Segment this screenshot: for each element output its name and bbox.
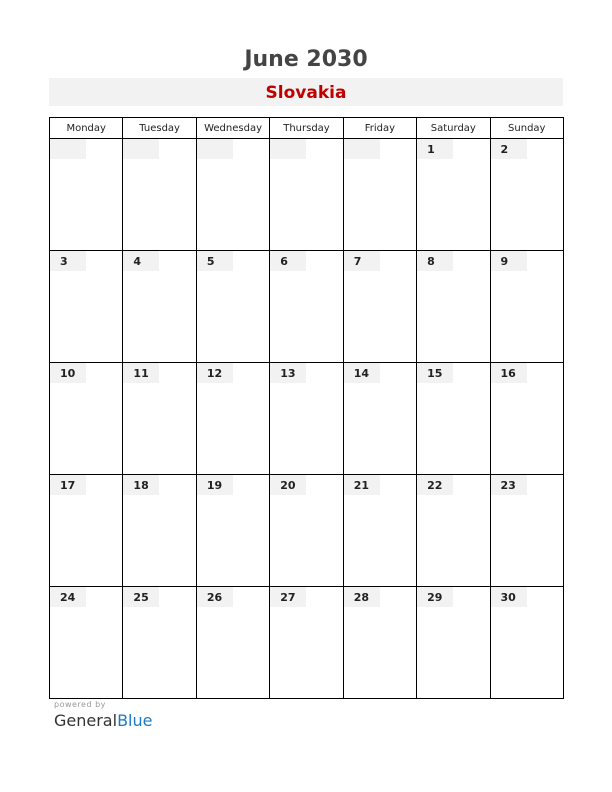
day-cell bbox=[123, 475, 196, 587]
day-cell bbox=[50, 139, 123, 251]
day-number: 12 bbox=[197, 363, 233, 383]
logo-text-blue: Blue bbox=[117, 711, 153, 730]
weekday-header: Wednesday bbox=[196, 118, 269, 139]
day-cell bbox=[50, 475, 123, 587]
day-cell bbox=[196, 251, 269, 363]
day-number: 14 bbox=[344, 363, 380, 383]
day-cell bbox=[123, 251, 196, 363]
day-number: 19 bbox=[197, 475, 233, 495]
day-cell bbox=[196, 475, 269, 587]
day-cell bbox=[50, 587, 123, 699]
weekday-header: Friday bbox=[343, 118, 416, 139]
weekday-header: Tuesday bbox=[123, 118, 196, 139]
weekday-header: Monday bbox=[50, 118, 123, 139]
day-number: 2 bbox=[491, 139, 527, 159]
country-banner bbox=[49, 78, 563, 106]
day-cell bbox=[50, 251, 123, 363]
day-cell bbox=[417, 475, 490, 587]
day-number: 21 bbox=[344, 475, 380, 495]
day-cell bbox=[270, 475, 343, 587]
day-number: 5 bbox=[197, 251, 233, 271]
day-cell bbox=[490, 251, 563, 363]
day-number: 4 bbox=[123, 251, 159, 271]
weekday-header: Saturday bbox=[417, 118, 490, 139]
day-number: 28 bbox=[344, 587, 380, 607]
day-number bbox=[344, 139, 380, 159]
weekday-header-row bbox=[50, 118, 564, 139]
day-cell bbox=[270, 363, 343, 475]
day-number: 10 bbox=[50, 363, 86, 383]
day-number bbox=[270, 139, 306, 159]
day-cell bbox=[417, 587, 490, 699]
generalblue-logo bbox=[54, 711, 152, 730]
day-number: 26 bbox=[197, 587, 233, 607]
week-row bbox=[50, 139, 564, 251]
day-number bbox=[123, 139, 159, 159]
day-cell bbox=[490, 363, 563, 475]
weekday-header: Sunday bbox=[490, 118, 563, 139]
day-cell bbox=[123, 139, 196, 251]
weekday-header: Thursday bbox=[270, 118, 343, 139]
week-row bbox=[50, 475, 564, 587]
day-number: 11 bbox=[123, 363, 159, 383]
day-cell bbox=[417, 139, 490, 251]
day-number: 23 bbox=[491, 475, 527, 495]
day-number: 16 bbox=[491, 363, 527, 383]
day-cell bbox=[490, 587, 563, 699]
day-cell bbox=[270, 587, 343, 699]
day-cell bbox=[196, 587, 269, 699]
day-cell bbox=[123, 587, 196, 699]
day-cell bbox=[270, 139, 343, 251]
day-number: 8 bbox=[417, 251, 453, 271]
day-cell bbox=[196, 363, 269, 475]
day-cell bbox=[343, 139, 416, 251]
day-number: 27 bbox=[270, 587, 306, 607]
day-cell bbox=[490, 475, 563, 587]
day-number: 22 bbox=[417, 475, 453, 495]
country-name: Slovakia bbox=[265, 83, 347, 103]
day-number: 20 bbox=[270, 475, 306, 495]
day-cell bbox=[343, 251, 416, 363]
week-row bbox=[50, 251, 564, 363]
day-number: 17 bbox=[50, 475, 86, 495]
day-number: 1 bbox=[417, 139, 453, 159]
day-number: 15 bbox=[417, 363, 453, 383]
day-cell bbox=[270, 251, 343, 363]
powered-by-text: powered by bbox=[54, 700, 106, 709]
day-cell bbox=[50, 363, 123, 475]
day-number: 7 bbox=[344, 251, 380, 271]
day-number: 13 bbox=[270, 363, 306, 383]
calendar-grid bbox=[49, 117, 564, 699]
day-cell bbox=[343, 587, 416, 699]
day-number: 6 bbox=[270, 251, 306, 271]
week-row bbox=[50, 587, 564, 699]
day-number bbox=[50, 139, 86, 159]
week-row bbox=[50, 363, 564, 475]
day-cell bbox=[123, 363, 196, 475]
day-number: 30 bbox=[491, 587, 527, 607]
logo-text-general: General bbox=[54, 711, 118, 730]
day-cell bbox=[343, 475, 416, 587]
month-title: June 2030 bbox=[244, 47, 368, 72]
day-cell bbox=[417, 363, 490, 475]
day-number: 29 bbox=[417, 587, 453, 607]
day-number: 18 bbox=[123, 475, 159, 495]
day-number: 9 bbox=[491, 251, 527, 271]
day-cell bbox=[196, 139, 269, 251]
day-number: 24 bbox=[50, 587, 86, 607]
day-cell bbox=[490, 139, 563, 251]
day-number: 25 bbox=[123, 587, 159, 607]
day-number: 3 bbox=[50, 251, 86, 271]
day-cell bbox=[343, 363, 416, 475]
day-cell bbox=[417, 251, 490, 363]
day-number bbox=[197, 139, 233, 159]
footer-branding bbox=[54, 700, 152, 730]
